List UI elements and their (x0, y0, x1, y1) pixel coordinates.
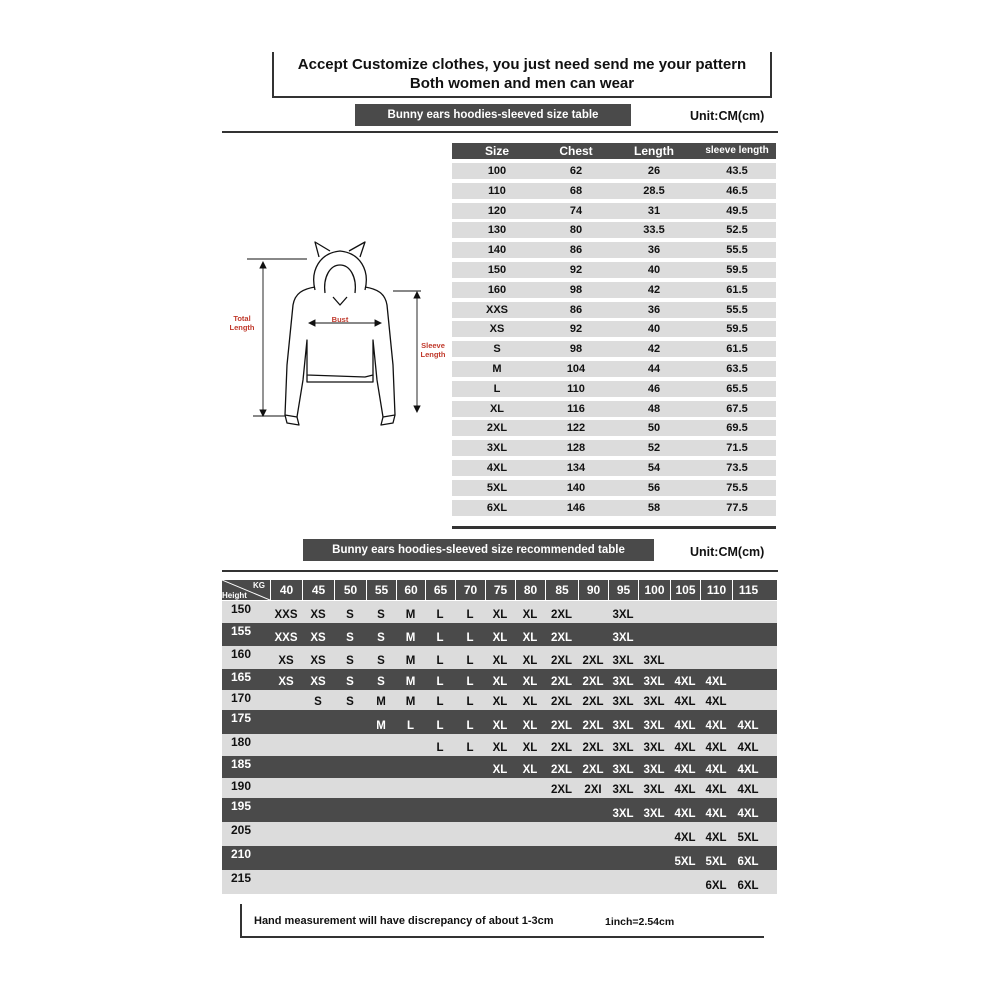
table-cell: 2XL (582, 742, 604, 754)
table-cell: 3XL (612, 764, 634, 776)
table-cell: 3XL (486, 442, 508, 455)
table-cell: 6XL (705, 880, 727, 892)
table-cell: M (376, 696, 386, 708)
table-row (452, 341, 776, 357)
table-cell: 73.5 (726, 462, 748, 474)
table-row (222, 690, 777, 710)
table-cell: XS (310, 676, 326, 688)
table-row (222, 822, 777, 846)
height-cell: 160 (230, 647, 252, 661)
table-cell: 98 (569, 283, 583, 296)
table-cell: 65.5 (726, 382, 748, 395)
height-cell: 165 (230, 670, 252, 684)
table-cell: L (406, 720, 415, 732)
height-cell: 210 (230, 847, 252, 861)
table-cell: 3XL (643, 742, 665, 754)
table-cell: 4XL (674, 808, 696, 820)
sleeve-length-label (420, 341, 446, 359)
table-cell: 110 (567, 382, 585, 395)
table-cell: 59.5 (726, 323, 748, 336)
footer-note: Hand measurement will have discrepancy of about 1-3cm (254, 915, 554, 927)
table-cell: 59.5 (726, 264, 748, 276)
table-row (452, 302, 776, 318)
table-cell: 6XL (737, 880, 759, 892)
table-cell: L (436, 742, 444, 754)
table-cell: XS (278, 655, 294, 667)
table-cell: XS (489, 323, 505, 336)
table-cell: 58 (647, 501, 661, 514)
table-cell: 134 (566, 462, 586, 474)
table-cell: 92 (569, 323, 583, 336)
table-cell: L (436, 720, 444, 732)
table-cell: 40 (647, 323, 661, 336)
kg-header-cell: 105 (670, 580, 700, 600)
table-cell: 3XL (612, 808, 634, 820)
table-cell: XL (492, 632, 508, 644)
table-cell: 77.5 (726, 501, 748, 514)
table-cell: 4XL (737, 742, 759, 754)
table-cell: 4XL (705, 764, 727, 776)
table-cell: 26 (647, 165, 661, 177)
table-cell: 110 (488, 184, 506, 197)
table-cell: XL (522, 632, 538, 644)
table-cell: XL (492, 764, 508, 776)
corner-height: Height (222, 591, 247, 600)
table-cell: 55.5 (726, 303, 748, 316)
table-cell: 3XL (612, 676, 634, 688)
table-cell: 55.5 (726, 244, 748, 257)
table-cell: 71.5 (726, 442, 748, 455)
sleeve-length-label-line1: Sleeve (421, 341, 445, 350)
table-cell: 44 (647, 363, 661, 375)
table-cell: 2XL (582, 764, 604, 776)
table-cell: 4XL (486, 462, 508, 474)
table-cell: 86 (569, 244, 583, 257)
table-cell: 3XL (612, 655, 634, 667)
table-cell: 75.5 (726, 481, 748, 494)
table-cell: 4XL (674, 742, 696, 754)
table-cell: 4XL (674, 720, 696, 732)
table-row (452, 420, 776, 436)
table-cell: 4XL (705, 720, 727, 732)
table-cell: 48 (647, 402, 661, 415)
table-cell: 2XL (550, 655, 573, 667)
top-divider (222, 131, 778, 133)
size-table-header (452, 143, 776, 159)
kg-header-cell: 60 (396, 580, 425, 600)
table-cell: 140 (566, 481, 586, 494)
table-cell: 4XL (705, 808, 727, 820)
table-cell: 40 (647, 264, 661, 276)
table-cell: 150 (487, 264, 507, 276)
table-cell: 4XL (674, 764, 696, 776)
table-cell: 46 (647, 382, 661, 395)
kg-header-cell: 40 (270, 580, 302, 600)
table-cell: XL (522, 676, 538, 688)
table-cell: M (492, 363, 502, 375)
table-cell: 49.5 (726, 204, 748, 217)
table-cell: 67.5 (726, 402, 748, 415)
table-cell: 86 (569, 303, 583, 316)
table-cell: 4XL (674, 696, 696, 708)
col-sleeve: sleeve length (705, 145, 769, 156)
table-cell: XL (522, 764, 538, 776)
table-row (452, 480, 776, 496)
table-cell: 52 (647, 442, 661, 455)
table-cell: 104 (566, 363, 586, 375)
table-row (452, 163, 776, 179)
table-cell: XL (489, 402, 505, 415)
kg-header-cell: 115 (732, 580, 764, 600)
table-cell: L (436, 609, 444, 621)
table-cell: 33.5 (643, 224, 665, 237)
table-cell: XXS (485, 303, 508, 316)
kg-header-cell: 85 (545, 580, 578, 600)
table-row (452, 282, 776, 298)
table-cell: S (377, 655, 385, 667)
table-cell: 4XL (737, 764, 759, 776)
table-cell: 46.5 (726, 184, 748, 197)
table-row (452, 460, 776, 476)
table-cell: XL (522, 742, 538, 754)
table-row (222, 756, 777, 778)
kg-header-cell: 70 (455, 580, 485, 600)
table-cell: 3XL (643, 676, 665, 688)
table-cell: 116 (567, 402, 585, 415)
table-cell: 2XL (582, 676, 604, 688)
total-length-label (226, 314, 258, 332)
table-cell: 2XL (550, 784, 573, 796)
table-cell: S (314, 696, 322, 708)
table-cell: 3XL (612, 609, 634, 621)
table-row (452, 242, 776, 258)
table-cell: M (376, 720, 386, 732)
table-cell: XS (310, 655, 326, 667)
table-cell: 50 (647, 422, 661, 435)
hoodie-body (285, 287, 395, 417)
table-cell: 3XL (643, 696, 665, 708)
table-cell: XL (522, 720, 538, 732)
table-cell: 5XL (705, 856, 727, 868)
total-length-label-line2: Length (229, 323, 255, 332)
table-cell: L (493, 382, 501, 395)
table-cell: XXS (274, 632, 298, 644)
table-cell: S (377, 676, 385, 688)
table-cell: S (346, 655, 354, 667)
bust-label: Bust (331, 315, 349, 324)
table-cell: S (493, 343, 501, 356)
table-cell: 92 (569, 264, 583, 276)
table-cell: XL (492, 720, 508, 732)
height-cell: 185 (230, 757, 252, 771)
table-cell: 4XL (705, 696, 727, 708)
table-cell: L (466, 609, 474, 621)
table-cell: 160 (487, 283, 507, 296)
table-cell: M (405, 632, 416, 644)
col-length: Length (634, 144, 674, 158)
table-row (222, 710, 777, 734)
table-cell: S (377, 632, 385, 644)
table-cell: L (466, 720, 474, 732)
table-cell: 4XL (705, 784, 727, 796)
table-cell: 130 (487, 224, 507, 237)
table-row (452, 262, 776, 278)
table-row (452, 500, 776, 516)
table-cell: L (466, 632, 474, 644)
table-cell: 42 (647, 343, 661, 356)
recommend-table-unit: Unit:CM(cm) (690, 545, 765, 559)
table-cell: L (436, 655, 444, 667)
recommend-table-banner: Bunny ears hoodies-sleeved size recommended table (303, 539, 654, 561)
table-cell: 42 (647, 283, 661, 296)
table-cell: 120 (487, 204, 507, 217)
table-row (452, 321, 776, 337)
kg-header-cell: 80 (515, 580, 545, 600)
height-cell: 195 (230, 799, 252, 813)
height-cell: 170 (230, 691, 252, 705)
table-cell: 3XL (643, 764, 665, 776)
table-row (452, 401, 776, 417)
table-cell: 52.5 (726, 224, 748, 237)
table-cell: S (377, 609, 385, 621)
kg-header-cell: 110 (700, 580, 732, 600)
table-cell: 5XL (737, 832, 759, 844)
table-cell: 2XL (582, 720, 604, 732)
table-row (222, 669, 777, 690)
table-row (222, 734, 777, 756)
table-cell: 3XL (612, 720, 634, 732)
table-cell: S (346, 632, 354, 644)
table-cell: M (405, 609, 416, 621)
table-cell: XXS (274, 609, 298, 621)
height-cell: 205 (230, 823, 252, 837)
table-cell: 4XL (705, 676, 727, 688)
table-cell: 4XL (737, 720, 759, 732)
height-cell: 150 (230, 602, 252, 616)
table-cell: 2XL (550, 764, 573, 776)
table-cell: L (466, 696, 474, 708)
mid-divider (222, 570, 778, 572)
table-cell: 3XL (643, 784, 665, 796)
table-cell: 3XL (643, 720, 665, 732)
table-cell: XL (492, 609, 508, 621)
kg-header-cell: 95 (608, 580, 638, 600)
table-cell: 4XL (737, 808, 759, 820)
table-cell: M (405, 696, 416, 708)
height-cell: 175 (230, 711, 252, 725)
table-cell: 80 (569, 224, 583, 237)
table-cell: 2XL (550, 609, 573, 621)
table-cell: 36 (647, 244, 661, 257)
table-cell: 2XL (582, 696, 604, 708)
table-row (222, 778, 777, 798)
size-table-banner: Bunny ears hoodies-sleeved size table (355, 104, 631, 126)
table-cell: XL (492, 655, 508, 667)
table-cell: 146 (566, 501, 586, 514)
table-cell: 61.5 (726, 283, 748, 296)
table-cell: L (436, 676, 444, 688)
sleeve-length-label-line2: Length (420, 350, 446, 359)
table-cell: XL (492, 742, 508, 754)
table-cell: 62 (569, 165, 583, 177)
table-cell: 31 (647, 204, 661, 217)
table-cell: 4XL (674, 832, 696, 844)
table-cell: 68 (569, 184, 583, 197)
size-table-unit: Unit:CM(cm) (690, 109, 765, 123)
table-row (222, 870, 777, 894)
recommend-table-header (222, 580, 777, 600)
table-cell: 3XL (643, 655, 665, 667)
kg-header-cell: 100 (638, 580, 670, 600)
table-row (222, 623, 777, 646)
height-cell: 190 (230, 779, 252, 793)
table-cell: 3XL (612, 696, 634, 708)
table-cell: 63.5 (726, 363, 748, 375)
table-cell: 2XI (584, 784, 602, 796)
table-cell: XL (492, 696, 508, 708)
table-cell: L (466, 742, 474, 754)
height-cell: 215 (230, 871, 252, 885)
table-cell: 28.5 (643, 184, 665, 197)
table-cell: 54 (647, 462, 661, 474)
table-cell: XS (310, 609, 326, 621)
table-cell: L (436, 632, 444, 644)
hood-opening (325, 265, 356, 293)
height-cell: 155 (230, 624, 252, 638)
table-cell: 36 (647, 303, 661, 316)
size-table-bottom-rule (452, 526, 776, 529)
table-cell: 74 (569, 204, 583, 217)
table-cell: 4XL (674, 784, 696, 796)
corner-kg: KG (253, 581, 265, 590)
header-line-1: Accept Customize clothes, you just need send me your pattern (297, 56, 747, 73)
table-cell: 2XL (550, 632, 573, 644)
table-cell: 6XL (737, 856, 759, 868)
kg-header-cell: 65 (425, 580, 455, 600)
total-length-label-line1: Total (233, 314, 251, 323)
table-cell: 128 (566, 442, 586, 455)
table-row (452, 361, 776, 377)
table-cell: 140 (487, 244, 507, 257)
kg-header-cell: 50 (334, 580, 366, 600)
table-cell: 56 (647, 481, 661, 494)
table-cell: 6XL (486, 501, 508, 514)
table-cell: 69.5 (726, 422, 748, 435)
table-cell: 3XL (612, 632, 634, 644)
table-row (452, 183, 776, 199)
table-row (452, 203, 776, 219)
table-row (222, 846, 777, 870)
table-cell: 5XL (486, 481, 508, 494)
table-cell: 2XL (486, 422, 508, 435)
col-size: Size (484, 144, 509, 158)
table-row (222, 646, 777, 669)
table-cell: L (436, 696, 444, 708)
table-row (222, 798, 777, 822)
kg-header-cell: 75 (485, 580, 515, 600)
table-cell: S (346, 696, 354, 708)
table-cell: S (346, 609, 354, 621)
kg-header-cell: 55 (366, 580, 396, 600)
table-cell: 3XL (612, 784, 634, 796)
table-cell: L (466, 676, 474, 688)
table-cell: 2XL (550, 676, 573, 688)
hood (314, 251, 367, 290)
header-line-2: Both women and men can wear (409, 75, 635, 92)
table-cell: 5XL (674, 856, 696, 868)
table-cell: 4XL (705, 832, 727, 844)
table-cell: 4XL (737, 784, 759, 796)
table-cell: 3XL (612, 742, 634, 754)
table-cell: 2XL (550, 742, 573, 754)
table-cell: S (346, 676, 354, 688)
table-cell: XL (492, 676, 508, 688)
table-row (452, 222, 776, 238)
table-cell: 100 (487, 165, 507, 177)
table-cell: XL (522, 696, 538, 708)
table-cell: 4XL (705, 742, 727, 754)
table-cell: M (405, 655, 416, 667)
table-cell: 61.5 (726, 343, 748, 356)
kg-header-cell: 45 (302, 580, 334, 600)
table-cell: 122 (566, 422, 586, 435)
table-cell: 4XL (674, 676, 696, 688)
table-cell: L (466, 655, 474, 667)
table-cell: 2XL (550, 696, 573, 708)
table-cell: XL (522, 655, 538, 667)
table-cell: 43.5 (726, 165, 748, 177)
table-cell: XL (522, 609, 538, 621)
table-row (222, 601, 777, 623)
hoodie-diagram (215, 235, 455, 435)
table-cell: 98 (569, 343, 583, 356)
kg-header-cell: 90 (578, 580, 608, 600)
col-chest: Chest (559, 144, 593, 158)
header-box (272, 52, 772, 98)
height-cell: 180 (230, 735, 252, 749)
table-cell: 2XL (582, 655, 604, 667)
table-cell: M (405, 676, 416, 688)
table-cell: XS (310, 632, 326, 644)
footer-conversion: 1inch=2.54cm (605, 916, 675, 928)
table-row (452, 381, 776, 397)
table-row (452, 440, 776, 456)
table-cell: XS (278, 676, 294, 688)
table-cell: 2XL (550, 720, 573, 732)
table-cell: 3XL (643, 808, 665, 820)
